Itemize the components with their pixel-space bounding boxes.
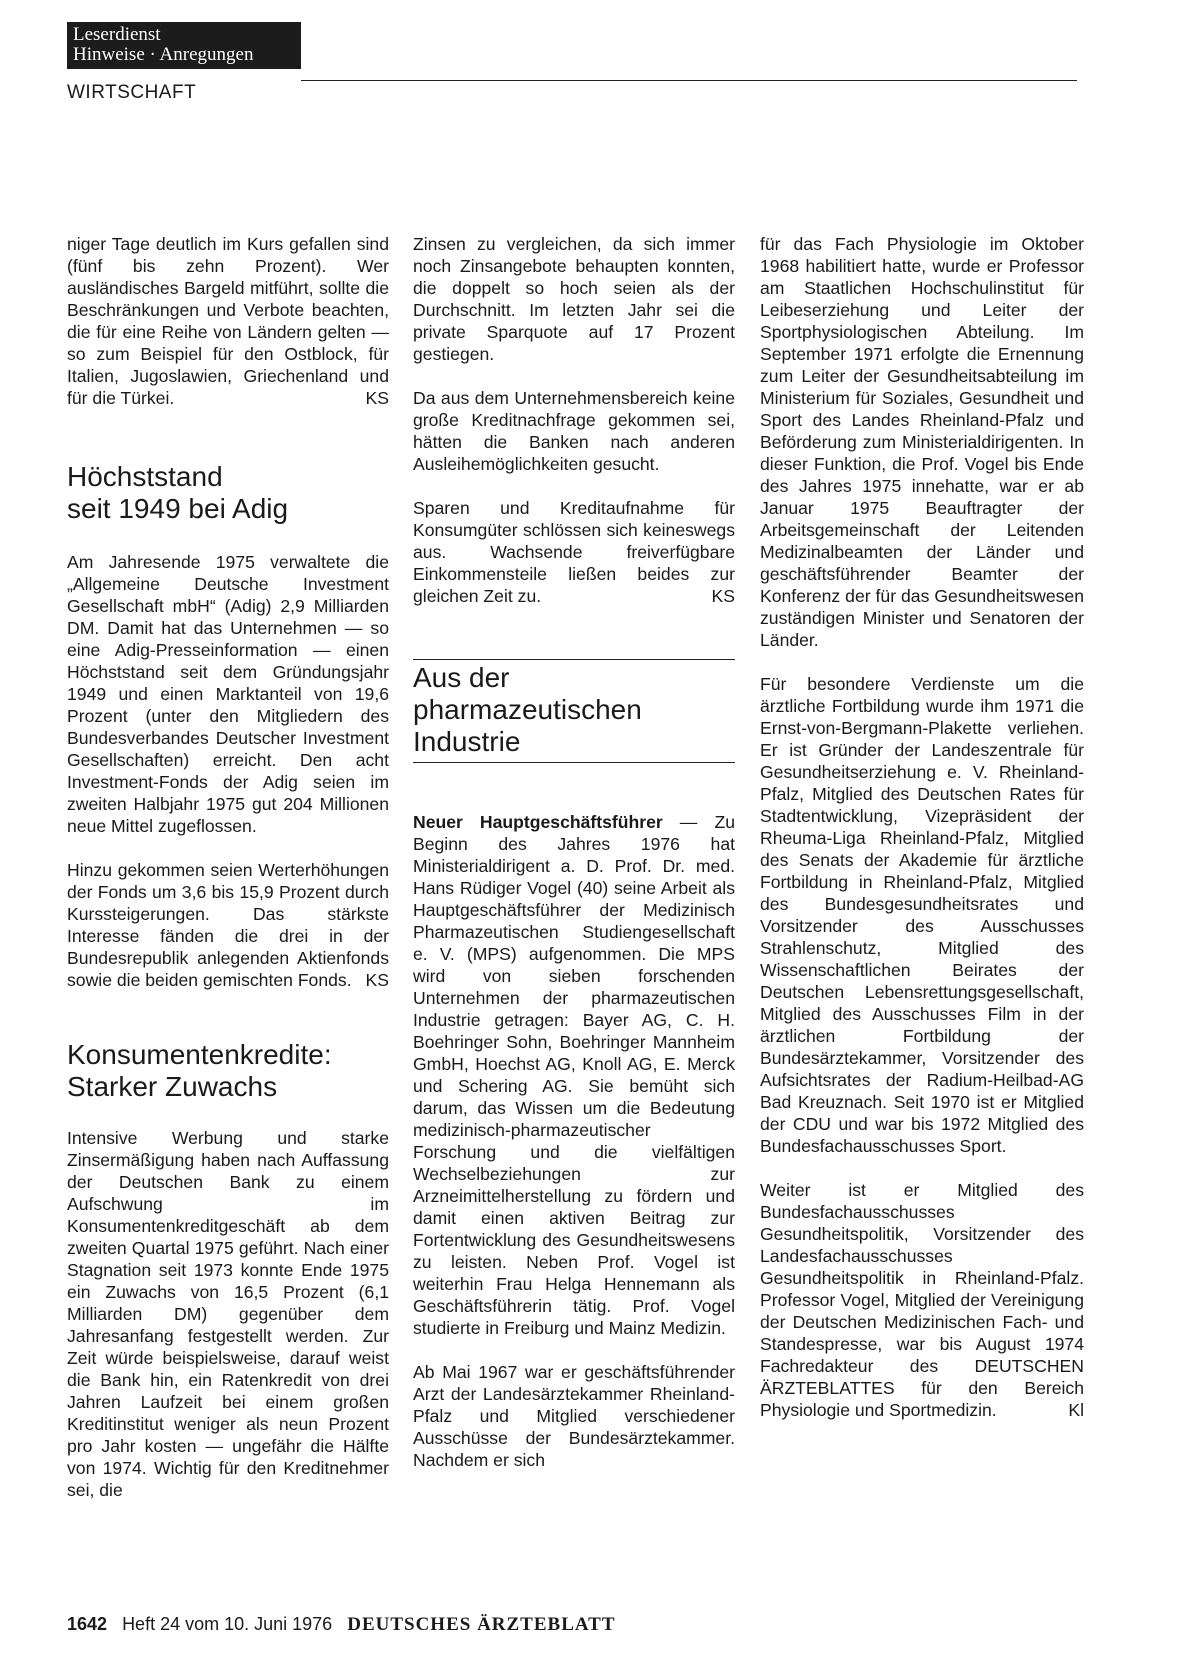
paragraph: Zinsen zu vergleichen, da sich immer noch Zinsangebote behaupten konnten, die doppelt so hoch seien als der Durchschnitt. Im letzten Jahr sei die private Sparquote auf 17 Prozent gestiegen. [413,234,735,364]
headline-line: pharmazeutischen [413,694,642,725]
author-tag: Kl [1068,1400,1084,1420]
paragraph [67,233,389,409]
headline-line: Starker Zuwachs [67,1071,278,1102]
headline-line: Konsumentenkredite: [67,1039,332,1070]
author-tag: KS [365,970,389,990]
paragraph-text: Hinzu gekommen seien Werterhöhungen der Fonds um 3,6 bis 15,9 Prozent durch Kurssteigerungen. Das stärkste Interesse fänden die drei in der Bundesrepublik anlegenden Aktienfonds sowie die beiden gemischten Fonds. [67,860,389,990]
paragraph [67,859,389,991]
headline-rule [413,659,735,660]
paragraph [760,1179,1084,1421]
paragraph: für das Fach Physiologie im Oktober 1968 habilitiert hatte, wurde er Professor am Staatlichen Hochschulinstitut für Leibeserziehung und Leiter der Sportphysiologischen Abteilung. Im September 1971 erfolgte die Ernennung zum Leiter der Gesundheitsabteilung im Ministerium für Soziales, Gesundheit und Sport des Landes Rheinland-Pfalz und Beförderung zum Ministerialdirigenten. In dieser Funktion, die Prof. Vogel bis Ende des Jahres 1975 innehatte, war er ab Januar 1975 Beauftragter der Arbeitsgemeinschaft der Leitenden Medizinalbeamten der Länder und geschäftsführender Beamter der Konferenz der für das Gesundheitswesen zuständigen Minister und Senatoren der Länder. [760,234,1084,650]
headline-line: Industrie [413,726,521,757]
paragraph: Da aus dem Unternehmensbereich keine große Kreditnachfrage gekommen sei, hätten die Banken nach anderen Ausleihemöglichkeiten gesucht. [413,388,735,474]
page-number: 1642 [67,1614,108,1634]
author-tag: KS [711,586,735,606]
paragraph-text: niger Tage deutlich im Kurs gefallen sind (fünf bis zehn Prozent). Wer ausländisches Bargeld mitführt, sollte die Beschränkungen und Verbote beachten, die für eine Reihe von Ländern gelten — so zum Beispiel für den Ostblock, für Italien, Jugoslawien, Griechenland und für die Türkei. [67,234,389,408]
top-rule [301,80,1077,81]
section-label: WIRTSCHAFT [67,82,197,103]
page-footer [67,1614,616,1636]
paragraph-text: Sparen und Kreditaufnahme für Konsumgüter schlössen sich keineswegs aus. Wachsende freiverfügbare Einkommensteile ließen beides zur gleichen Zeit zu. [413,498,735,606]
paragraph-text: Weiter ist er Mitglied des Bundesfachausschusses Gesundheitspolitik, Vorsitzender des Landesfachausschusses Gesundheitspolitik in Rheinland-Pfalz. Professor Vogel, Mitglied der Vereinigung der Deutschen Medizinischen Fach- und Standespresse, war bis August 1974 Fachredakteur des DEUTSCHEN ÄRZTEBLATTES für den Bereich Physiologie und Sportmedizin. [760,1180,1084,1420]
paragraph [413,497,735,607]
masthead [67,22,301,69]
headline-pharma [413,662,735,758]
paragraph-text: — Zu Beginn des Jahres 1976 hat Ministerialdirigent a. D. Prof. Dr. med. Hans Rüdiger Vogel (40) seine Arbeit als Hauptgeschäftsführer der Medizinisch Pharmazeutischen Studiengesellschaft e. V. (MPS) aufgenommen. Die MPS wird von sieben forschenden Unternehmen der pharmazeutischen Industrie getragen: Bayer AG, C. H. Boehringer Sohn, Boehringer Mannheim GmbH, Hoechst AG, Knoll AG, E. Merck und Schering AG. Sie bemüht sich darum, das Wissen um die Bedeutung medizinisch-pharmazeutischer Forschung und die vielfältigen Wechselbeziehungen zur Arzneimittelherstellung zu fördern und damit einen aktiven Beitrag zur Fortentwicklung des Gesundheitswesens zu leisten. Neben Prof. Vogel ist weiterhin Frau Helga Hennemann als Geschäftsführerin tätig. Prof. Vogel studierte in Freiburg und Mainz Medizin. [413,812,735,1338]
paragraph: Intensive Werbung und starke Zinsermäßigung haben nach Auffassung der Deutschen Bank zu einem Aufschwung im Konsumentenkreditgeschäft ab dem zweiten Quartal 1975 geführt. Nach einer Stagnation seit 1973 konnte Ende 1975 ein Zuwachs von 16,5 Prozent (6,1 Milliarden DM) gegenüber dem Jahresanfang festgestellt werden. Zur Zeit würde beispielsweise, darauf weist die Bank hin, ein Ratenkredit von drei Jahren Laufzeit bei einem großen Kreditinstitut weniger als neun Prozent pro Jahr kosten — ungefähr die Hälfte von 1974. Wichtig für den Kreditnehmer sei, die [67,1128,389,1500]
headline-line: Aus der [413,662,510,693]
masthead-line-2: Hinweise · Anregungen [73,44,254,65]
author-tag: KS [365,388,389,408]
column-1 [67,233,389,1501]
headline-hoechststand [67,461,389,525]
masthead-line-1: Leserdienst [73,24,161,45]
column-3 [760,233,1084,1421]
paragraph [413,811,735,1339]
journal-name: DEUTSCHES ÄRZTEBLATT [347,1614,616,1635]
paragraph: Am Jahresende 1975 verwaltete die „Allgemeine Deutsche Investment Gesellschaft mbH“ (Adig) 2,9 Milliarden DM. Damit hat das Unternehmen — so eine Adig-Presseinformation — einen Höchststand seit dem Gründungsjahr 1949 und einen Marktanteil von 19,6 Prozent (unter den Mitgliedern des Bundesverbandes Deutscher Investment Gesellschaften) erreicht. Den acht Investment-Fonds der Adig seien im zweiten Halbjahr 1975 gut 204 Millionen neue Mittel zugeflossen. [67,552,389,836]
lead-in: Neuer Hauptgeschäftsführer [413,812,663,832]
headline-konsumentenkredite [67,1039,389,1103]
issue-info: Heft 24 vom 10. Juni 1976 [122,1614,333,1634]
column-2 [413,233,735,1471]
headline-line: Höchststand [67,461,223,492]
paragraph: Für besondere Verdienste um die ärztliche Fortbildung wurde ihm 1971 die Ernst-von-Bergmann-Plakette verliehen. Er ist Gründer der Landeszentrale für Gesundheitserziehung e. V. Rheinland-Pfalz, Mitglied des Deutschen Rates für Stadtentwicklung, Vizepräsident der Rheuma-Liga Rheinland-Pfalz, Mitglied des Senats der Akademie für ärztliche Fortbildung in Rheinland-Pfalz, Mitglied des Bundesgesundheitsrates und Vorsitzender des Ausschusses Strahlenschutz, Mitglied des Wissenschaftlichen Beirates der Deutschen Lebensrettungsgesellschaft, Mitglied des Ausschusses Film in der ärztlichen Fortbildung der Bundesärztekammer, Vorsitzender des Aufsichtsrates der Radium-Heilbad-AG Bad Kreuznach. Seit 1970 ist er Mitglied der CDU und war bis 1972 Mitglied des Bundesfachausschusses Sport. [760,674,1084,1156]
paragraph: Ab Mai 1967 war er geschäftsführender Arzt der Landesärztekammer Rheinland-Pfalz und Mitglied verschiedener Ausschüsse der Bundesärztekammer. Nachdem er sich [413,1362,735,1470]
headline-line: seit 1949 bei Adig [67,493,289,524]
